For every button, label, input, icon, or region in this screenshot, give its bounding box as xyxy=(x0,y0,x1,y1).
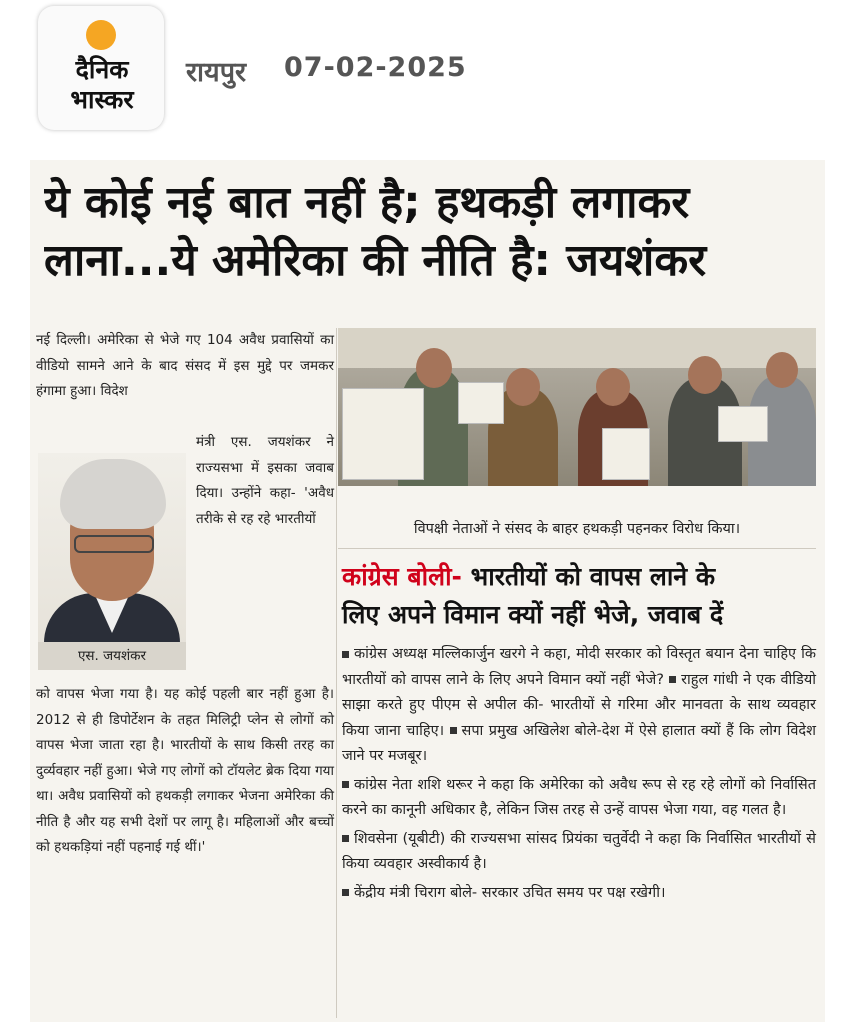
reactions-list xyxy=(342,642,816,909)
bullet-square-icon xyxy=(342,651,349,658)
lead-paragraph: नई दिल्ली। अमेरिका से भेजे गए 104 अवैध प्रवासियों का वीडियो सामने आने के बाद संसद में इस मुद्दे पर जमकर हंगामा हुआ। विदेश xyxy=(36,332,334,399)
bullet-square-icon xyxy=(342,835,349,842)
protest-photo xyxy=(338,328,816,486)
subheadline-red: कांग्रेस बोली- xyxy=(342,562,462,591)
placard xyxy=(718,406,768,442)
portrait-caption: एस. जयशंकर xyxy=(38,642,186,670)
list-item: केंद्रीय मंत्री चिराग बोले- सरकार उचित समय पर पक्ष रखेगी। xyxy=(342,881,816,907)
portrait-glasses xyxy=(74,535,154,553)
list-item: कांग्रेस नेता शशि थरूर ने कहा कि अमेरिका को अवैध रूप से रह रहे लोगों को निर्वासित करने का कानूनी अधिकार है, लेकिन जिस तरह से उन्हें वापस भेजा गया, वह गलत है। xyxy=(342,776,816,818)
bullet-square-icon xyxy=(342,781,349,788)
edition-date: 07-02-2025 xyxy=(284,52,467,83)
photo-background xyxy=(338,328,816,368)
section-divider xyxy=(338,548,816,549)
photo-person-head xyxy=(506,368,540,406)
placard xyxy=(602,428,650,480)
bullet-square-icon xyxy=(669,676,676,683)
list-item: शिवसेना (यूबीटी) की राज्यसभा सांसद प्रियंका चतुर्वेदी ने कहा कि निर्वासित भारतीयों से किया व्यवहार अस्वीकार्य है। xyxy=(342,830,816,872)
placard xyxy=(342,388,424,480)
photo-person-head xyxy=(596,368,630,406)
photo-caption: विपक्षी नेताओं ने संसद के बाहर हथकड़ी पहनकर विरोध किया। xyxy=(413,521,741,537)
narrow-paragraph: मंत्री एस. जयशंकर ने राज्यसभा में इसका जवाब दिया। उन्होंने कहा- 'अवैध तरीके से रह रहे भारतीयों xyxy=(196,434,334,527)
subheadline xyxy=(342,558,820,634)
logo-text-line1: दैनिक xyxy=(75,55,129,84)
bullet-square-icon xyxy=(342,889,349,896)
subheadline-line-2: लिए अपने विमान क्यों नहीं भेजे, जवाब दें xyxy=(342,600,724,629)
masthead xyxy=(0,0,853,150)
list-item: कांग्रेस अध्यक्ष मल्लिकार्जुन खरगे ने कहा, मोदी सरकार को विस्तृत बयान देना चाहिए कि भारतीयों को वापस लाने के लिए अपने विमान क्यों नहीं भेजे? राहुल गांधी ने एक वीडियो साझा करते हुए पीएम से अपील की- भारतीयों से गरिमा और मानवता के साथ व्यवहार किया जाना चाहिए। सपा प्रमुख अखिलेश बोले-देश में ऐसे हालात क्यों हैं कि लोग विदेश जाने पर मजबूर। xyxy=(342,646,816,764)
edition-city: रायपुर xyxy=(186,57,247,88)
portrait-hair xyxy=(60,459,166,529)
photo-person-head xyxy=(688,356,722,394)
subheadline-line-1: भारतीयों को वापस लाने के xyxy=(461,562,716,591)
column-divider xyxy=(336,328,337,1018)
bullet-square-icon xyxy=(450,727,457,734)
sun-icon xyxy=(86,20,116,50)
body-paragraph: को वापस भेजा गया है। यह कोई पहली बार नहीं हुआ है। 2012 से ही डिपोर्टेशन के तहत मिलिट्री प्लेन से लोगों को वापस भेजा जाता रहा है। भारतीयों के साथ किसी तरह का दुर्व्यवहार नहीं हुआ। भेजे गए लोगों को टॉयलेट ब्रेक दिया गया था। अवैध प्रवासियों को हथकड़ी लगाकर भेजना अमेरिका की नीति है और यह सभी देशों पर लागू है। महिलाओं और बच्चों को हथकड़ियां नहीं पहनाई गई थीं।' xyxy=(36,686,334,855)
headline xyxy=(44,174,819,290)
photo-person-head xyxy=(766,352,798,388)
photo-person-head xyxy=(416,348,452,388)
jaishankar-portrait xyxy=(38,453,186,649)
placard xyxy=(458,382,504,424)
newspaper-clipping xyxy=(30,160,825,1022)
headline-line-1: ये कोई नई बात नहीं है; हथकड़ी लगाकर xyxy=(44,177,690,228)
logo-text-line2: भास्कर xyxy=(70,85,134,114)
left-column xyxy=(36,328,334,1018)
dainik-bhaskar-logo xyxy=(38,6,164,130)
headline-line-2: लाना...ये अमेरिका की नीति है: जयशंकर xyxy=(44,235,707,286)
